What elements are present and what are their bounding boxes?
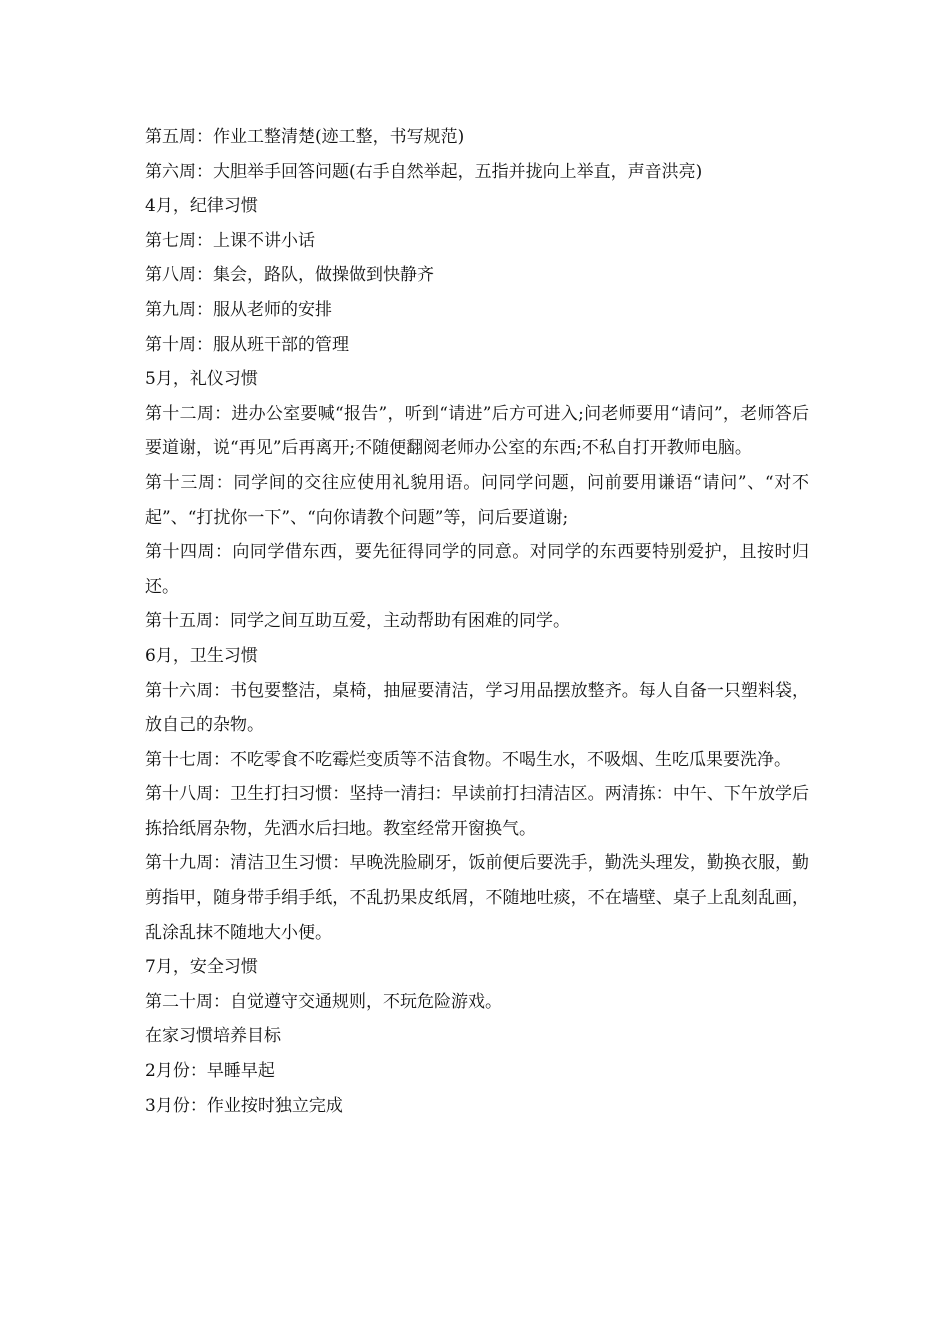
- section-heading-home-goals: 在家习惯培养目标: [145, 1026, 281, 1047]
- paragraph-week10: 第十周：服从班干部的管理: [145, 334, 349, 355]
- paragraph-week12: 第十二周：进办公室要喊“报告”，听到“请进”后方可进入;问老师要用“请问”，老师答后要道谢，说“再见”后再离开;不随便翻阅老师办公室的东西;不私自打开教师电脑。: [145, 403, 809, 459]
- paragraph-february: 2月份：早睡早起: [145, 1061, 275, 1082]
- paragraph-week17: 第十七周：不吃零食不吃霉烂变质等不洁食物。不喝生水，不吸烟、生吃瓜果要洗净。: [145, 749, 791, 770]
- paragraph-week14: 第十四周：向同学借东西，要先征得同学的同意。对同学的东西要特别爱护，且按时归还。: [145, 542, 809, 597]
- paragraph-week8: 第八周：集会，路队，做操做到快静齐: [145, 265, 434, 286]
- paragraph-week18: 第十八周：卫生打扫习惯：坚持一清扫：早读前打扫清洁区。两清拣：中午、下午放学后拣拾纸屑杂物，先洒水后扫地。教室经常开窗换气。: [145, 784, 809, 839]
- section-heading-june: 6月，卫生习惯: [145, 645, 258, 666]
- paragraph-week9: 第九周：服从老师的安排: [145, 299, 332, 320]
- document-body: [145, 120, 809, 1123]
- paragraph-week20: 第二十周：自觉遵守交通规则，不玩危险游戏。: [145, 991, 502, 1012]
- paragraph-week7: 第七周：上课不讲小话: [145, 230, 315, 251]
- section-heading-july: 7月，安全习惯: [145, 957, 258, 978]
- section-heading-april: 4月，纪律习惯: [145, 196, 258, 217]
- paragraph-week6: 第六周：大胆举手回答问题(右手自然举起，五指并拢向上举直，声音洪亮): [145, 161, 703, 182]
- paragraph-week13: 第十三周：同学间的交往应使用礼貌用语。问同学问题，问前要用谦语“请问”、“对不起”、“打扰你一下”、“向你请教个问题”等，问后要道谢;: [145, 472, 809, 528]
- paragraph-week19: 第十九周：清洁卫生习惯：早晚洗脸刷牙，饭前便后要洗手，勤洗头理发，勤换衣服，勤剪指甲，随身带手绢手纸，不乱扔果皮纸屑，不随地吐痰，不在墙壁、桌子上乱刻乱画，乱涂乱抹不随地大小便。: [145, 853, 809, 943]
- paragraph-week15: 第十五周：同学之间互助互爱，主动帮助有困难的同学。: [145, 611, 570, 632]
- paragraph-week5: 第五周：作业工整清楚(迹工整，书写规范): [145, 127, 465, 147]
- section-heading-may: 5月，礼仪习惯: [145, 369, 258, 390]
- paragraph-march: 3月份：作业按时独立完成: [145, 1095, 343, 1116]
- paragraph-week16: 第十六周：书包要整洁，桌椅，抽屉要清洁，学习用品摆放整齐。每人自备一只塑料袋，放自己的杂物。: [145, 680, 809, 736]
